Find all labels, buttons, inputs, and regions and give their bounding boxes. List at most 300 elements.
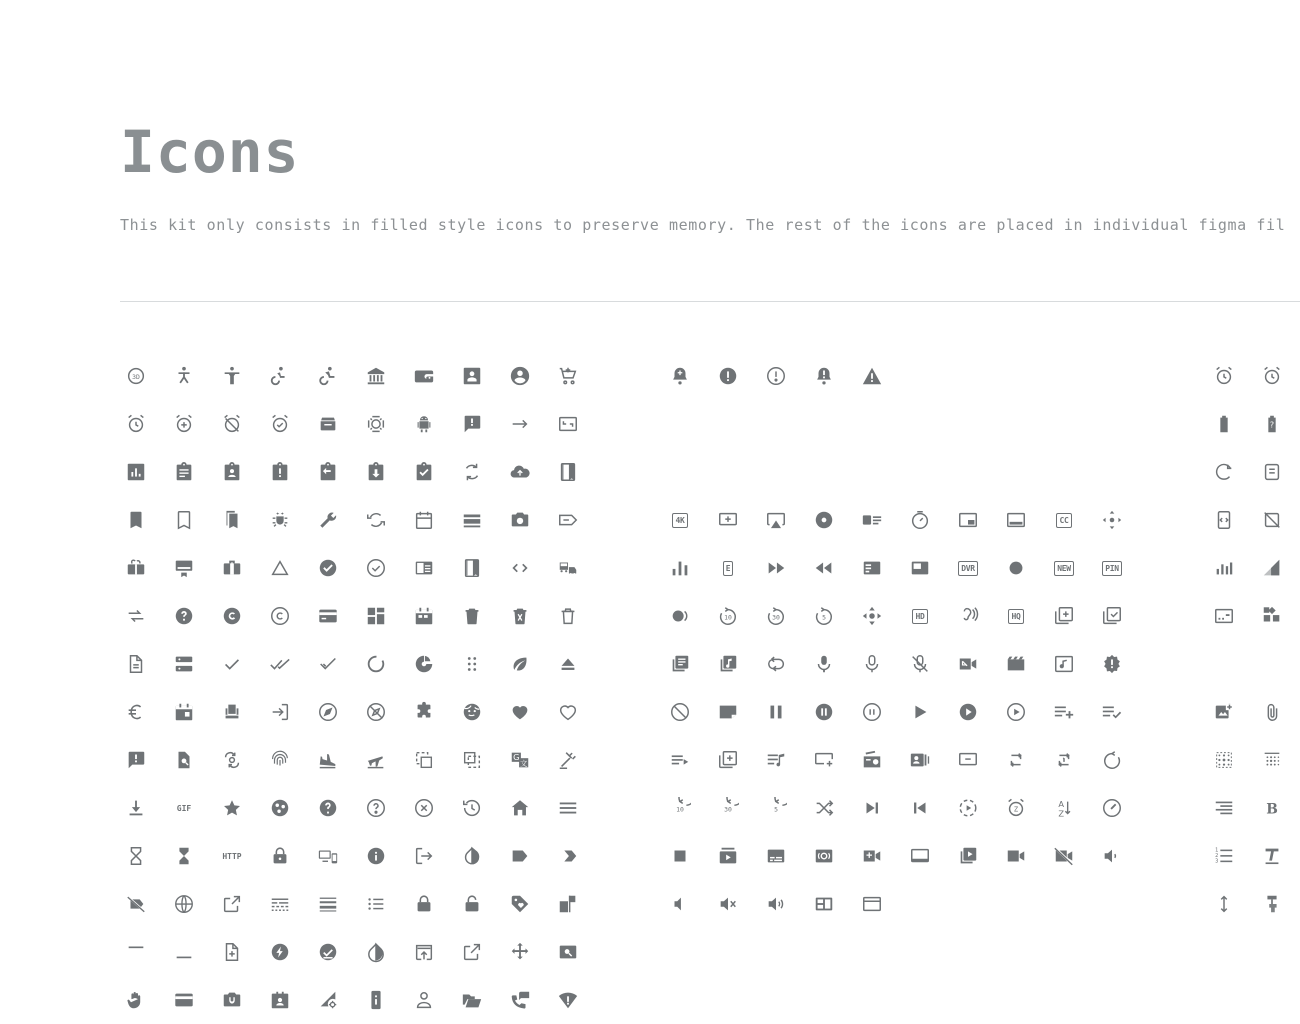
fiber-dvr-icon[interactable] (944, 544, 992, 592)
hq-label: HQ (1008, 609, 1023, 624)
page-title: Icons (120, 118, 300, 186)
format-list-numbered-icon[interactable] (1200, 832, 1248, 880)
group-work-icon[interactable] (256, 784, 304, 832)
code-icon[interactable] (496, 544, 544, 592)
airplay-icon[interactable] (752, 496, 800, 544)
line-weight-icon[interactable] (304, 880, 352, 928)
svg-text:1: 1 (1215, 847, 1219, 854)
web-asset-icon[interactable] (848, 880, 896, 928)
build-icon[interactable] (304, 496, 352, 544)
explicit-label: E (723, 561, 734, 576)
donut-small-icon[interactable] (400, 640, 448, 688)
bookmark-border-icon[interactable] (160, 496, 208, 544)
album-icon[interactable] (800, 496, 848, 544)
assessment-icon[interactable] (112, 448, 160, 496)
alarm-add-icon[interactable] (160, 400, 208, 448)
warning-icon[interactable] (848, 352, 896, 400)
format-bold-icon[interactable] (1248, 784, 1296, 832)
brightness-auto-icon[interactable] (1200, 448, 1248, 496)
flip-to-front-icon[interactable] (448, 736, 496, 784)
account-circle-icon[interactable] (496, 352, 544, 400)
icon-row (1200, 880, 1296, 928)
access-alarm-icon[interactable] (1200, 352, 1248, 400)
error-icon[interactable] (704, 352, 752, 400)
forward-5-icon[interactable] (800, 592, 848, 640)
replay-10-icon[interactable] (656, 784, 704, 832)
dns-icon[interactable] (160, 640, 208, 688)
pause-circle-outline-icon[interactable] (848, 688, 896, 736)
minimize-icon[interactable] (160, 928, 208, 976)
opacity-icon[interactable] (352, 928, 400, 976)
blur-on-icon[interactable] (1200, 736, 1248, 784)
svg-text:30: 30 (724, 805, 732, 814)
accessible-forward-icon[interactable] (160, 352, 208, 400)
fast-rewind-icon[interactable] (800, 544, 848, 592)
call-to-action-icon[interactable] (992, 496, 1040, 544)
icon-row (1200, 832, 1296, 880)
mic-icon[interactable] (800, 640, 848, 688)
fast-forward-icon[interactable] (752, 544, 800, 592)
copyright-icon[interactable] (208, 592, 256, 640)
queue-play-next-icon[interactable] (800, 736, 848, 784)
av-timer-icon[interactable] (896, 496, 944, 544)
change-history-icon[interactable] (256, 544, 304, 592)
language-icon[interactable] (160, 880, 208, 928)
forward-10-icon[interactable] (704, 592, 752, 640)
compare-arrows-icon[interactable] (112, 592, 160, 640)
find-in-page-icon[interactable] (160, 736, 208, 784)
open-with-icon[interactable] (496, 928, 544, 976)
icon-row (656, 688, 1136, 736)
autorenew-icon[interactable] (448, 448, 496, 496)
exit-to-app-icon[interactable] (256, 688, 304, 736)
videocam-off-icon[interactable] (1040, 832, 1088, 880)
svg-text:B: B (1266, 801, 1278, 818)
label-important-icon[interactable] (544, 832, 592, 880)
icon-row (1200, 688, 1296, 736)
explore-icon[interactable] (304, 688, 352, 736)
gavel-icon[interactable] (544, 736, 592, 784)
card-travel-icon[interactable] (208, 544, 256, 592)
account-box-icon[interactable] (448, 352, 496, 400)
copyright-circle-icon[interactable] (256, 592, 304, 640)
svg-text:30: 30 (772, 613, 780, 622)
svg-text:2: 2 (1215, 852, 1219, 859)
icon-row (1200, 448, 1296, 496)
icon-row (112, 928, 592, 976)
video-library-icon[interactable] (944, 832, 992, 880)
format-align-right-icon[interactable] (1200, 784, 1248, 832)
history-icon[interactable] (448, 784, 496, 832)
svg-text:Z: Z (1013, 804, 1019, 814)
icon-row (112, 544, 592, 592)
icon-column-left (112, 352, 592, 1024)
pin-label: PIN (1102, 561, 1122, 576)
explicit-icon[interactable] (704, 544, 752, 592)
class-icon[interactable] (448, 544, 496, 592)
get-app-icon[interactable] (112, 784, 160, 832)
explore-off-icon[interactable] (352, 688, 400, 736)
mic-off-icon[interactable] (896, 640, 944, 688)
speed-icon[interactable] (1088, 784, 1136, 832)
sort-by-alpha-icon[interactable] (1040, 784, 1088, 832)
list-icon[interactable] (352, 880, 400, 928)
data-usage-icon[interactable] (1248, 448, 1296, 496)
queue-icon[interactable] (704, 736, 752, 784)
icon-row (112, 352, 592, 400)
arrow-right-alt-icon[interactable] (496, 400, 544, 448)
event-icon[interactable] (160, 688, 208, 736)
perm-data-setting-icon[interactable] (304, 976, 352, 1024)
https-icon[interactable] (256, 832, 304, 880)
queue-music-icon[interactable] (752, 736, 800, 784)
perm-phone-msg-icon[interactable] (496, 976, 544, 1024)
control-camera-icon[interactable] (1088, 496, 1136, 544)
assignment-return-icon[interactable] (304, 448, 352, 496)
icon-row (656, 544, 1136, 592)
volume-off-icon[interactable] (704, 880, 752, 928)
subtitles-icon[interactable] (752, 832, 800, 880)
face-icon[interactable] (448, 688, 496, 736)
battery-unknown-icon[interactable] (1248, 400, 1296, 448)
high-quality-icon[interactable] (992, 592, 1040, 640)
flight-takeoff-icon[interactable] (352, 736, 400, 784)
video-label-icon[interactable] (896, 832, 944, 880)
perm-contact-calendar-icon[interactable] (256, 976, 304, 1024)
account-balance-icon[interactable] (352, 352, 400, 400)
featured-video-icon[interactable] (896, 544, 944, 592)
lock-icon[interactable] (400, 880, 448, 928)
add-photo-icon[interactable] (1200, 688, 1248, 736)
loyalty-icon[interactable] (496, 880, 544, 928)
image-aspect-ratio-icon[interactable] (1200, 592, 1248, 640)
cached-icon[interactable] (352, 496, 400, 544)
fiber-manual-record-icon[interactable] (992, 544, 1040, 592)
alarm-off-icon[interactable] (208, 400, 256, 448)
done-all-icon[interactable] (256, 640, 304, 688)
hourglass-empty-icon[interactable] (112, 832, 160, 880)
icon-row (656, 784, 1136, 832)
video-call-icon[interactable] (848, 832, 896, 880)
featured-play-list-icon[interactable] (848, 544, 896, 592)
credit-card-icon[interactable] (304, 592, 352, 640)
description-icon[interactable] (112, 640, 160, 688)
label-off-icon[interactable] (112, 880, 160, 928)
icon-row (656, 880, 1136, 928)
card-membership-icon[interactable] (160, 544, 208, 592)
hd-label: HD (912, 609, 927, 624)
fiber-smart-record-icon[interactable] (656, 592, 704, 640)
icon-row (1200, 592, 1296, 640)
playlist-play-icon[interactable] (656, 736, 704, 784)
find-replace-icon[interactable] (208, 736, 256, 784)
videocam-icon[interactable] (992, 832, 1040, 880)
important-devices-icon[interactable] (304, 832, 352, 880)
commute-icon[interactable] (544, 544, 592, 592)
svg-text:5: 5 (822, 613, 826, 622)
pause-icon[interactable] (752, 688, 800, 736)
bookmarks-icon[interactable] (208, 496, 256, 544)
subscriptions-icon[interactable] (704, 832, 752, 880)
battery-full-icon[interactable] (1200, 400, 1248, 448)
donut-large-icon[interactable] (352, 640, 400, 688)
icon-row (1200, 640, 1296, 688)
skip-previous-icon[interactable] (896, 784, 944, 832)
music-video-icon[interactable] (1040, 640, 1088, 688)
devices-off-icon[interactable] (1248, 496, 1296, 544)
launch-icon[interactable] (208, 880, 256, 928)
camera-enhance-icon[interactable] (496, 496, 544, 544)
extension-icon[interactable] (400, 688, 448, 736)
4k-icon[interactable] (656, 496, 704, 544)
art-track-icon[interactable] (848, 496, 896, 544)
add-alert-icon[interactable] (656, 352, 704, 400)
library-music-icon[interactable] (704, 640, 752, 688)
library-books-icon[interactable] (656, 640, 704, 688)
network-cell-icon[interactable] (1248, 544, 1296, 592)
height-icon[interactable] (1200, 880, 1248, 928)
play-arrow-icon[interactable] (896, 688, 944, 736)
play-circle-filled-icon[interactable] (944, 688, 992, 736)
forward-30-icon[interactable] (752, 592, 800, 640)
icon-row (112, 784, 592, 832)
library-add-icon[interactable] (1040, 592, 1088, 640)
euro-symbol-icon[interactable] (112, 688, 160, 736)
info-icon[interactable] (352, 832, 400, 880)
blur-linear-icon[interactable] (1248, 736, 1296, 784)
horizontal-split-icon[interactable] (544, 784, 592, 832)
grade-icon[interactable] (208, 784, 256, 832)
shuffle-icon[interactable] (800, 784, 848, 832)
add-shopping-cart-icon[interactable] (544, 352, 592, 400)
help-outline-icon[interactable] (352, 784, 400, 832)
assignment-ind-icon[interactable] (208, 448, 256, 496)
svg-text:文: 文 (520, 758, 528, 768)
all-inbox-icon[interactable] (304, 400, 352, 448)
alarm-icon[interactable] (112, 400, 160, 448)
favorite-icon[interactable] (496, 688, 544, 736)
movie-icon[interactable] (992, 640, 1040, 688)
pan-tool-icon[interactable] (112, 976, 160, 1024)
page-subtitle: This kit only consists in filled style icons to preserve memory. The rest of the icons are placed in individual figma fil (120, 216, 1286, 234)
eco-icon[interactable] (496, 640, 544, 688)
done-icon[interactable] (208, 640, 256, 688)
http-label: HTTP (222, 851, 242, 861)
line-style-icon[interactable] (256, 880, 304, 928)
offline-bolt-icon[interactable] (256, 928, 304, 976)
slow-motion-video-icon[interactable] (944, 784, 992, 832)
open-in-new-icon[interactable] (448, 928, 496, 976)
book-icon[interactable] (544, 448, 592, 496)
snooze-icon[interactable] (992, 784, 1040, 832)
contact-support-icon[interactable] (160, 592, 208, 640)
drag-indicator-icon[interactable] (448, 640, 496, 688)
branding-watermark-icon[interactable] (944, 496, 992, 544)
fiber-pin-icon[interactable] (1088, 544, 1136, 592)
remove-from-queue-icon[interactable] (944, 736, 992, 784)
4k-label: 4K (672, 513, 687, 528)
alarm-on-icon[interactable] (256, 400, 304, 448)
svg-text:5: 5 (774, 805, 778, 814)
repeat-one-icon[interactable] (1040, 736, 1088, 784)
accessibility-icon[interactable] (208, 352, 256, 400)
new-releases-icon[interactable] (1088, 640, 1136, 688)
delete-forever-icon[interactable] (496, 592, 544, 640)
radio-icon[interactable] (848, 736, 896, 784)
volume-mute-icon[interactable] (656, 880, 704, 928)
pause-circle-filled-icon[interactable] (800, 688, 848, 736)
graphic-eq-icon[interactable] (1200, 544, 1248, 592)
notification-important-icon[interactable] (800, 352, 848, 400)
flip-to-back-icon[interactable] (400, 736, 448, 784)
hd-icon[interactable] (896, 592, 944, 640)
attachment-icon[interactable] (1248, 688, 1296, 736)
svg-text:?: ? (1269, 419, 1275, 430)
svg-text:Z: Z (1058, 808, 1065, 819)
play-circle-outline-icon[interactable] (992, 688, 1040, 736)
help-icon[interactable] (304, 784, 352, 832)
icon-row (112, 880, 592, 928)
playlist-add-check-icon[interactable] (1088, 688, 1136, 736)
icon-row (656, 736, 1136, 784)
bug-report-icon[interactable] (256, 496, 304, 544)
access-alarms-icon[interactable] (1248, 352, 1296, 400)
check-circle-icon[interactable] (304, 544, 352, 592)
flight-land-icon[interactable] (304, 736, 352, 784)
closed-caption-icon[interactable] (1040, 496, 1088, 544)
developer-mode-icon[interactable] (1200, 496, 1248, 544)
recent-actors-icon[interactable] (896, 736, 944, 784)
icon-row (656, 640, 1136, 688)
hourglass-full-icon[interactable] (160, 832, 208, 880)
note-icon[interactable] (704, 688, 752, 736)
gif-icon[interactable] (160, 784, 208, 832)
pageview-icon[interactable] (544, 928, 592, 976)
open-in-browser-icon[interactable] (400, 928, 448, 976)
volume-down-icon[interactable] (1088, 832, 1136, 880)
icon-column-middle (656, 352, 1136, 928)
assignment-icon[interactable] (160, 448, 208, 496)
aspect-ratio-icon[interactable] (544, 400, 592, 448)
g-translate-icon[interactable] (496, 736, 544, 784)
widgets-icon[interactable] (1248, 592, 1296, 640)
android-icon[interactable] (400, 400, 448, 448)
games-icon[interactable] (848, 592, 896, 640)
delete-outline-icon[interactable] (544, 592, 592, 640)
icon-row (112, 448, 592, 496)
announcement-icon[interactable] (448, 400, 496, 448)
format-clear-icon[interactable] (1248, 832, 1296, 880)
playlist-add-icon[interactable] (1040, 688, 1088, 736)
icon-row (656, 400, 1136, 448)
stop-icon[interactable] (656, 832, 704, 880)
assignment-returned-icon[interactable] (352, 448, 400, 496)
fiber-new-icon[interactable] (1040, 544, 1088, 592)
home-icon[interactable] (496, 784, 544, 832)
feedback-icon[interactable] (112, 736, 160, 784)
replay-icon[interactable] (1088, 736, 1136, 784)
skip-next-icon[interactable] (848, 784, 896, 832)
all-out-icon[interactable] (352, 400, 400, 448)
chrome-reader-mode-icon[interactable] (400, 544, 448, 592)
note-add-icon[interactable] (208, 928, 256, 976)
icon-row (112, 592, 592, 640)
card-giftcard-icon[interactable] (112, 544, 160, 592)
payment-icon[interactable] (160, 976, 208, 1024)
library-add-check-icon[interactable] (1088, 592, 1136, 640)
repeat-icon[interactable] (992, 736, 1040, 784)
calendar-today-icon[interactable] (400, 496, 448, 544)
input-icon[interactable] (400, 832, 448, 880)
3d-rotation-icon[interactable] (112, 352, 160, 400)
perm-scan-wifi-icon[interactable] (544, 976, 592, 1024)
label-icon[interactable] (496, 832, 544, 880)
check-circle-outline-icon[interactable] (352, 544, 400, 592)
event-seat-icon[interactable] (208, 688, 256, 736)
perm-media-icon[interactable] (448, 976, 496, 1024)
card-giftcard-alt-icon[interactable] (544, 496, 592, 544)
maximize-icon[interactable] (112, 928, 160, 976)
surround-sound-icon[interactable] (800, 832, 848, 880)
add-to-queue-icon[interactable] (704, 496, 752, 544)
perm-device-information-icon[interactable] (352, 976, 400, 1024)
done-outline-icon[interactable] (304, 640, 352, 688)
fingerprint-icon[interactable] (256, 736, 304, 784)
web-icon[interactable] (800, 880, 848, 928)
assignment-late-icon[interactable] (256, 448, 304, 496)
dashboard-icon[interactable] (352, 592, 400, 640)
svg-text:A: A (1058, 799, 1065, 810)
markunread-mailbox-icon[interactable] (544, 880, 592, 928)
new-label: NEW (1054, 561, 1074, 576)
mic-none-icon[interactable] (848, 640, 896, 688)
invert-colors-icon[interactable] (448, 832, 496, 880)
account-balance-wallet-icon[interactable] (400, 352, 448, 400)
perm-identity-icon[interactable] (400, 976, 448, 1024)
icon-row (1200, 544, 1296, 592)
missed-video-call-icon[interactable] (944, 640, 992, 688)
equalizer-icon[interactable] (656, 544, 704, 592)
icon-row (112, 976, 592, 1024)
not-interested-icon[interactable] (656, 688, 704, 736)
icon-row (112, 736, 592, 784)
calendar-view-day-icon[interactable] (448, 496, 496, 544)
offline-pin-icon[interactable] (304, 928, 352, 976)
replay-5-icon[interactable] (752, 784, 800, 832)
perm-camera-mic-icon[interactable] (208, 976, 256, 1024)
hearing-icon[interactable] (944, 592, 992, 640)
format-paint-icon[interactable] (1248, 880, 1296, 928)
favorite-border-icon[interactable] (544, 688, 592, 736)
eject-icon[interactable] (544, 640, 592, 688)
volume-up-icon[interactable] (752, 880, 800, 928)
icon-row (656, 448, 1136, 496)
delete-icon[interactable] (448, 592, 496, 640)
backup-icon[interactable] (496, 448, 544, 496)
loop-icon[interactable] (752, 640, 800, 688)
replay-30-icon[interactable] (704, 784, 752, 832)
error-outline-icon[interactable] (752, 352, 800, 400)
lock-open-icon[interactable] (448, 880, 496, 928)
highlight-off-icon[interactable] (400, 784, 448, 832)
accessible-wheelchair-icon[interactable] (304, 352, 352, 400)
bookmark-icon[interactable] (112, 496, 160, 544)
accessible-icon[interactable] (256, 352, 304, 400)
date-range-icon[interactable] (400, 592, 448, 640)
assignment-turned-in-icon[interactable] (400, 448, 448, 496)
header-divider (120, 301, 1300, 302)
http-icon[interactable] (208, 832, 256, 880)
